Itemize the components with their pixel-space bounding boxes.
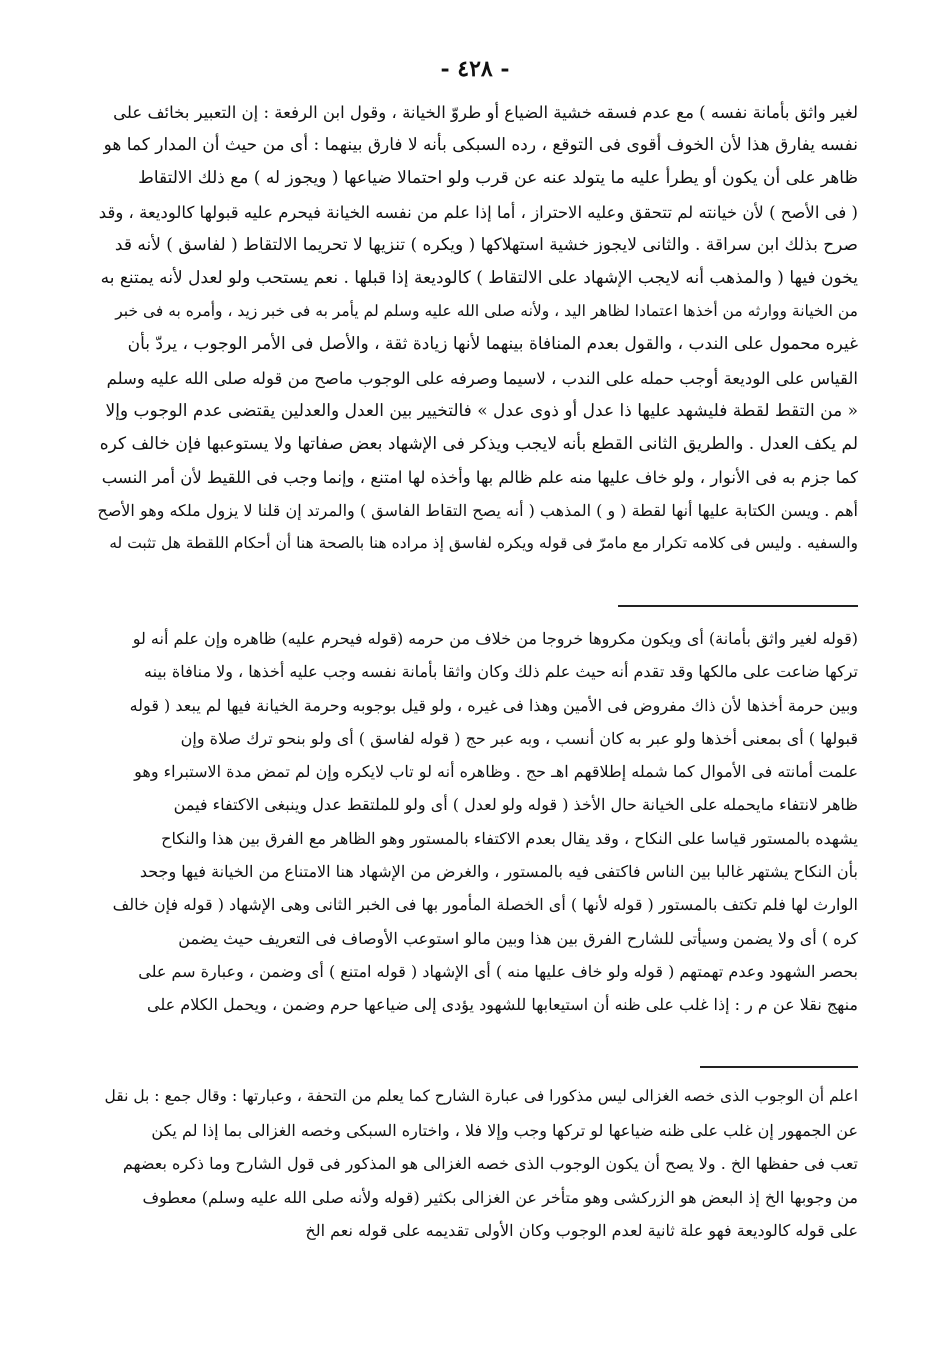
commentary-line: قبولها ) أى بمعنى أخذها ولو عبر به كان أنسب ، وبه عبر حج ( قوله لفاسق ) أى ولو بنحو ترك صلاة وإن <box>180 728 858 748</box>
footnote-line: على قوله كالوديعة فهو علة ثانية لعدم الوجوب وكان الأولى تقديمه على قوله نعم الخ <box>305 1221 858 1240</box>
footnote-line: عن الجمهور إن غلب على ظنه ضياعها لو تركها وجب وإلا فلا ، واختاره السبكى وخصه الغزالى بما إذا لم يكن <box>151 1120 858 1140</box>
commentary-line: (قوله لغير واثق بأمانة) أى ويكون مكروها خروجا من خلاف من حرمه (قوله فيحرم عليه) ظاهره وإن علم أنه لو <box>132 629 858 648</box>
main-text-line: ( فى الأصح ) لأن خيانته لم تتحقق وعليه الاحتراز ، أما إذا علم من نفسه الخيانة فيحرم عليه قبولها كالوديعة ، وقد <box>98 202 858 222</box>
main-text-line: القياس على الوديعة أوجب حمله على الندب ، لاسيما وصرفه على الوجوب ماصح من قوله صلى الله عليه وسلم <box>106 368 858 388</box>
main-text-line: أهم . ويسن الكتابة عليها أنها لقطة ( و ) المذهب ( أنه يصح التقاط الفاسق ) والمرتد إن قلنا لا يزول ملكه وهو الأصح <box>97 501 858 521</box>
main-text-block <box>96 96 858 561</box>
footnote-block <box>96 1080 858 1248</box>
footnote-line: تعب فى حفظها الخ . ولا يصح أن يكون الوجوب الذى خصه الغزالى هو المذكور فى قول الشارح وما ذكره بعضهم <box>122 1154 858 1173</box>
commentary-line: بحصر الشهود وعدم تهمتهم ( قوله ولو خاف عليها منه ) أى الإشهاد ( قوله امتنع ) أى وضمن ، وعبارة سم على <box>138 961 858 981</box>
commentary-line: علمت أمانته فى الأموال كما شمله إطلاقهم اهـ حج . وظاهره أنه لو تاب لايكره وإن لم تمض مدة الاستبراء وهو <box>134 762 858 782</box>
main-text-line: من الخيانة ووارثه من أخذها اعتمادا لظاهر اليد ، ولأنه صلى الله عليه وسلم لم يأمر به فى خبر زيد ، وأمره به فى خبر <box>115 302 858 321</box>
main-text-line: لم يكف العدل . والطريق الثانى القطع بأنه لايجب ويذكر فى الإشهاد بعض صفاتها ولا يستوعبها فإن خالف كره <box>99 433 858 454</box>
main-text-line: غيره محمول على الندب ، والقول بعدم المنافاة بينهما لأنها زيادة ثقة ، والأصل فى الأمر الوجوب ، يردّ بأن <box>127 334 858 355</box>
commentary-line: الوارث لها فلم تكتف بالمستور ( قوله لأنها ) أى الخصلة المأمور بها فى الخبر الثانى وهى الإشهاد ( قوله فإن خالف <box>112 895 858 915</box>
main-text-line: « من التقط لقطة فليشهد عليها ذا عدل أو ذوى عدل » فالتخيير بين العدل والعدلين يقتضى عدم الوجوب وإلا <box>105 400 858 421</box>
main-text-line: ظاهر على أن يكون أو يطرأ عليه ما يتولد عنه عن قرب ولو احتمالا ضياعها ( ويجوز له ) مع ذلك الالتقاط <box>138 168 858 189</box>
main-text-line: يخون فيها ( والمذهب أنه لايجب الإشهاد على الالتقاط ) كالوديعة إذا قبلها . نعم يستحب ولو لعدل لأنه يمتنع به <box>100 267 858 288</box>
page-number: - ٤٢٨ - <box>440 56 510 82</box>
footnote-divider <box>700 1066 858 1068</box>
main-text-line: صرح بذلك ابن سراقة . والثانى لايجوز خشية استهلاكها ( ويكره ) تنزيها لا تحريما الالتقاط ( لفاسق ) لأنه قد <box>114 234 858 255</box>
commentary-line: يشهده بالمستور قياسا على النكاح ، وقد يقال بعدم الاكتفاء بالمستور وهو الظاهر مع الفرق بين هذا والنكاح <box>161 828 858 848</box>
commentary-line: كره ) أى ولا يضمن وسيأتى للشارح الفرق بين هذا وبين مالو استوعب الأوصاف فى التعريف حيث يضمن <box>178 928 858 948</box>
main-text-line: والسفيه . وليس فى كلامه تكرار مع مامرّ فى قوله ويكره لفاسق إذ مراده هنا بالصحة هنا أن أحكام اللقطة هل تثبت له <box>109 534 858 553</box>
commentary-line: بأن النكاح يشتهر غالبا بين الناس فاكتفى فيه بالمستور ، والغرض من الإشهاد هنا الامتناع من الخيانة فيها وجحد <box>139 862 858 882</box>
commentary-line: تركها ضاعت على مالكها وقد تقدم أنه حيث علم ذلك وكان واثقا بأمانة نفسه وجب عليه أخذها ، ولا منافاة بينه <box>144 662 858 682</box>
main-text-line: لغير واثق بأمانة نفسه ) مع عدم فسقه خشية الضياع أو طروّ الخيانة ، وقول ابن الرفعة : إن التعبير بخائف على <box>113 103 858 122</box>
footnote-line: من وجوبها الخ إذ البعض هو الزركشى وهو متأخر عن الغزالى بكثير (قوله ولأنه صلى الله عليه وسلم) معطوف <box>142 1187 858 1207</box>
section-divider <box>618 605 858 607</box>
commentary-line: منهج نقلا عن م ر : إذا غلب على ظنه أن استيعابها للشهود يؤدى إلى ضياعها حرم وضمن ، ويحمل الكلام على <box>147 995 858 1015</box>
commentary-block <box>96 622 858 1022</box>
main-text-line: نفسه يفارق هذا لأن الخوف أقوى فى التوقع ، رده السبكى بأنه لا فارق بينهما : أى من حيث أن المدار كما هو <box>103 135 858 156</box>
commentary-line: وبين حرمة أخذها لأن ذاك مفروض فى الأمين وهذا فى غيره ، ولو قيل بوجوبه وحرمة الخيانة فيها لم يبعد ( قوله <box>129 695 858 715</box>
footnote-line: اعلم أن الوجوب الذى خصه الغزالى ليس مذكورا فى عبارة الشارح كما يعلم من التحفة ، وعبارتها : وقال جمع : بل نقل <box>104 1087 858 1105</box>
commentary-line: ظاهر لانتفاء مايحمله على الخيانة حال الأخذ ( قوله ولو لعدل ) أى ولو للملتقط عدل وينبغى الاكتفاء فيمن <box>173 795 858 815</box>
main-text-line: كما جزم به فى الأنوار ، ولو خاف عليها منه علم ظالم بها وأخذه لها امتنع ، وإنما وجب فى اللقيط لأن أمر النسب <box>101 468 858 488</box>
